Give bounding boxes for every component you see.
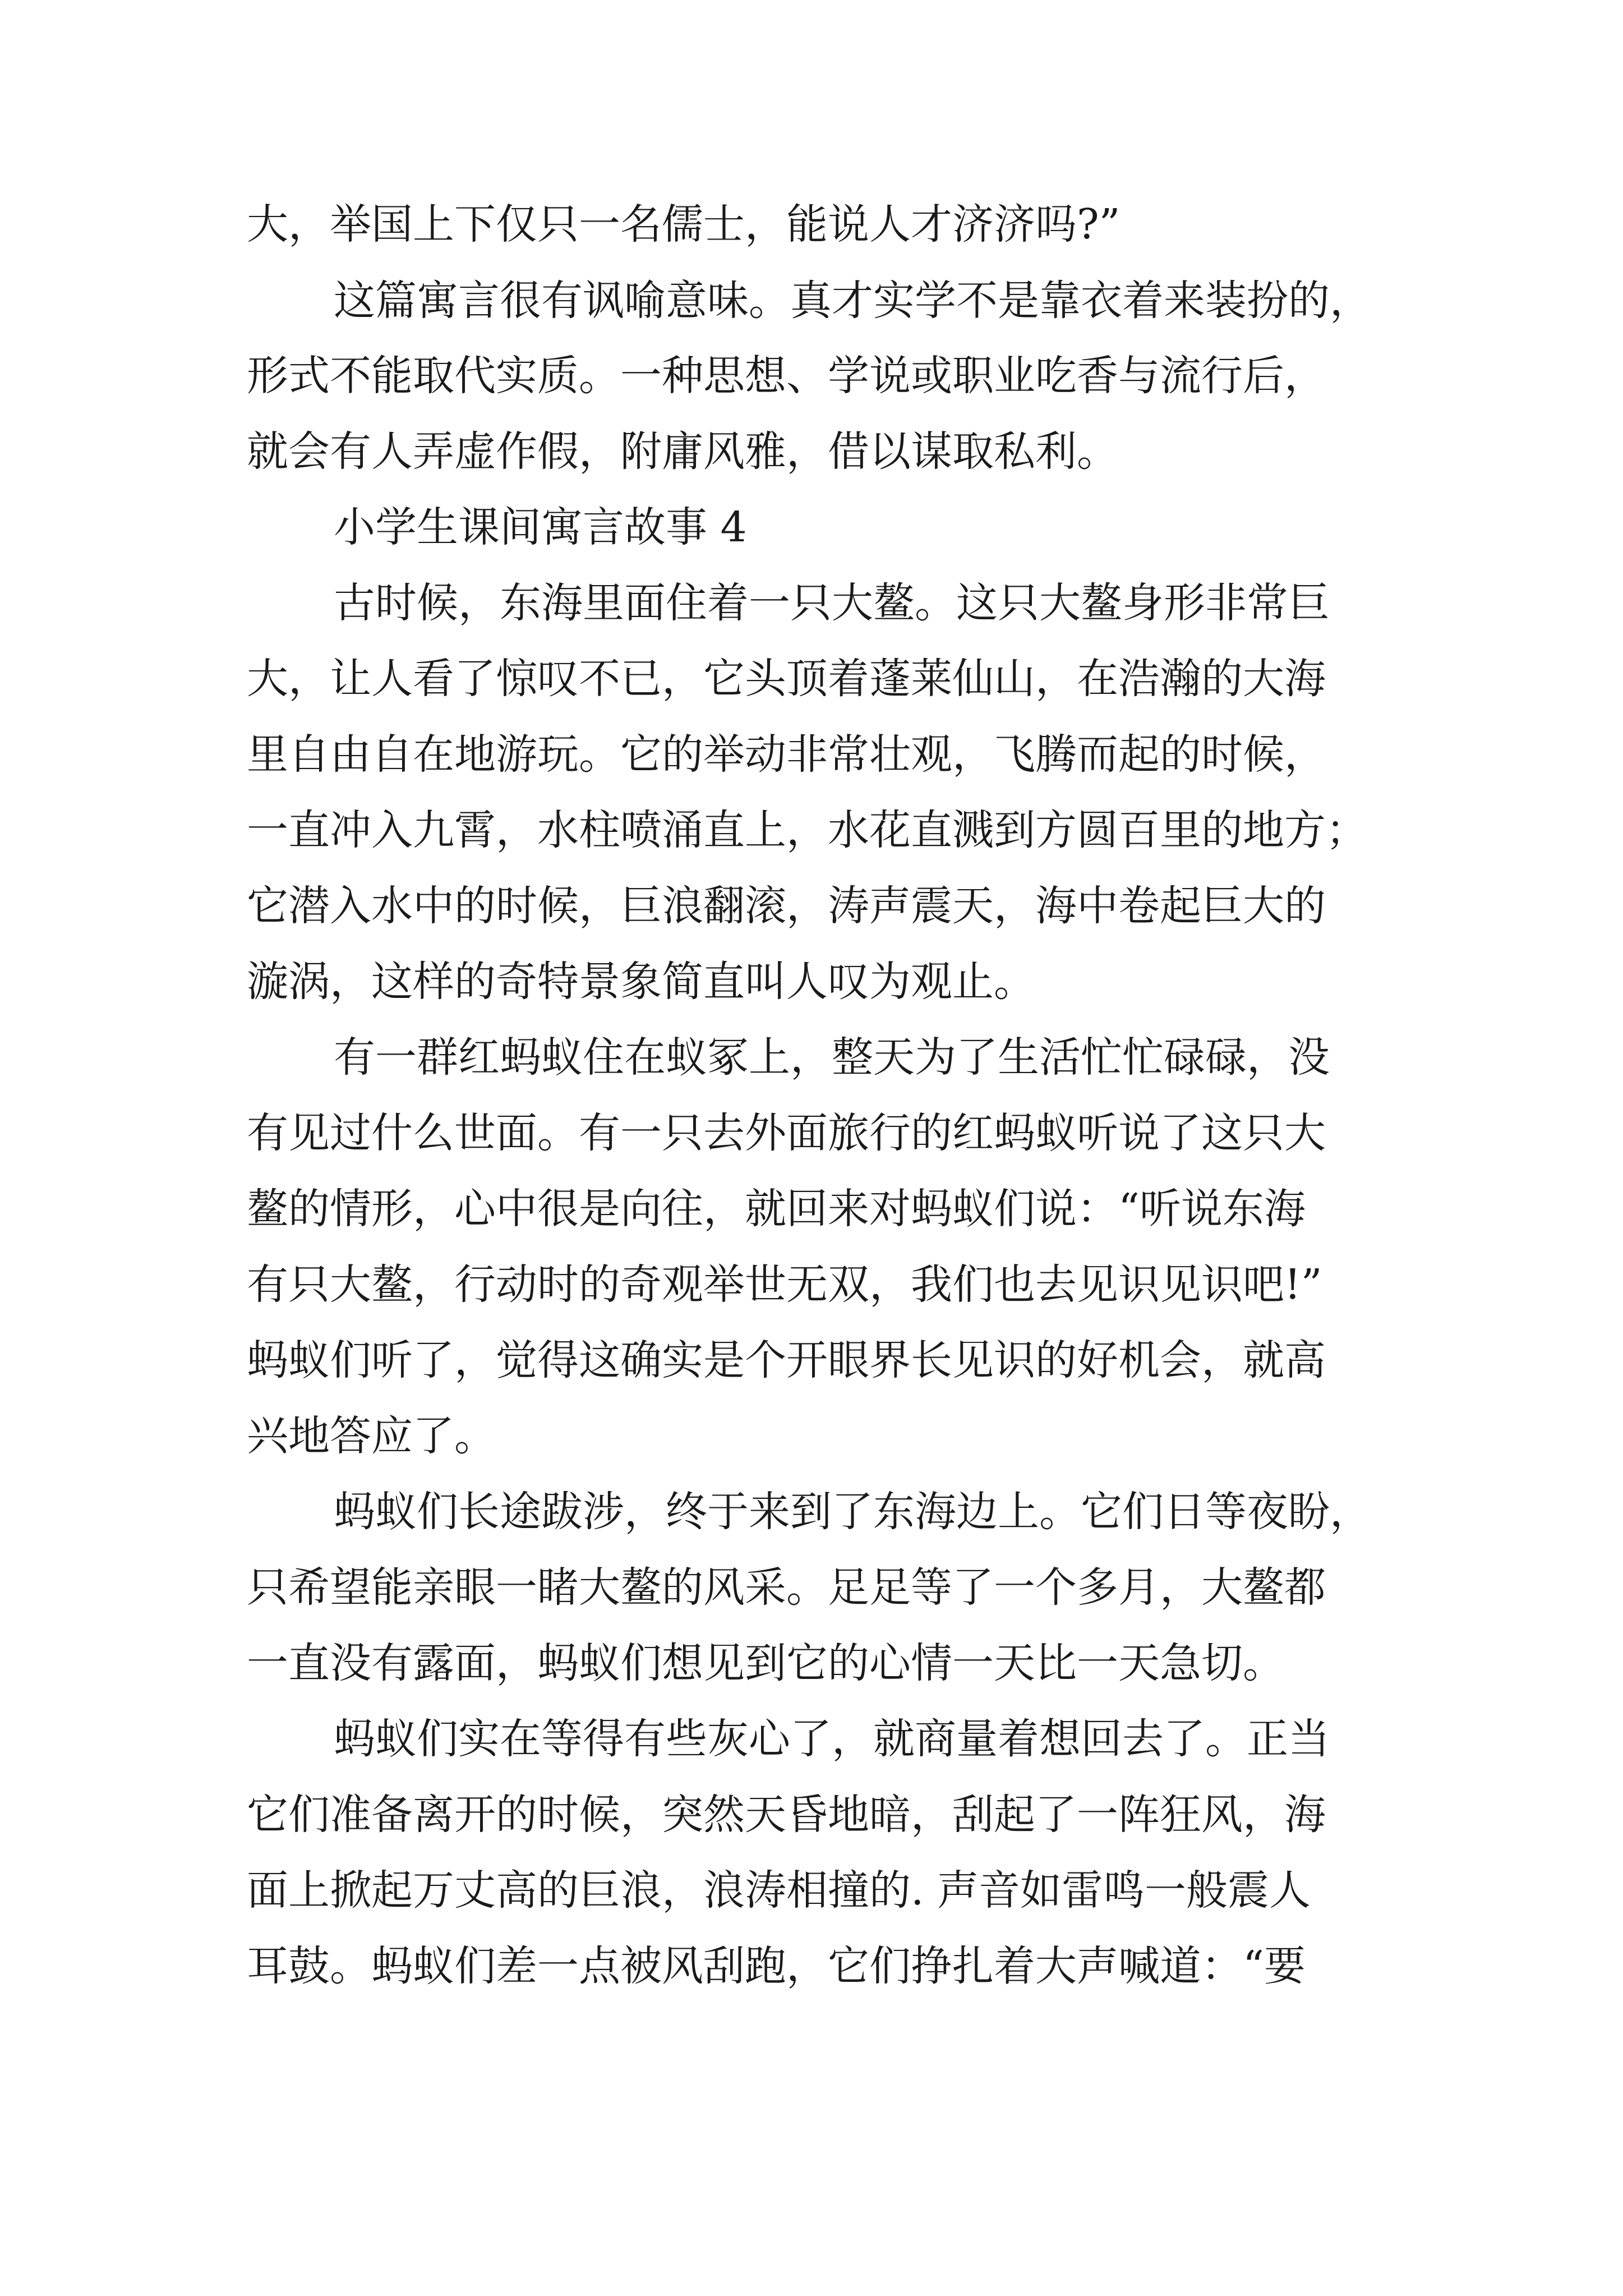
text-line: 蚂蚁们实在等得有些灰心了，就商量着想回去了。正当 — [334, 1715, 1330, 1763]
text-line: 大，举国上下仅只一名儒士，能说人才济济吗?” — [247, 200, 1121, 249]
text-line: 有一群红蚂蚁住在蚁冢上，整天为了生活忙忙碌碌，没 — [334, 1033, 1330, 1082]
text-line: 蚂蚁们听了，觉得这确实是个开眼界长见识的好机会，就高 — [247, 1336, 1326, 1384]
text-line: 一直没有露面，蚂蚁们想见到它的心情一天比一天急切。 — [247, 1639, 1284, 1687]
text-line: 大，让人看了惊叹不已，它头顶着蓬莱仙山，在浩瀚的大海 — [247, 655, 1326, 703]
text-line: 一直冲入九霄，水柱喷涌直上，水花直溅到方圆百里的地方； — [247, 806, 1367, 854]
text-line: 只希望能亲眼一睹大鳌的风采。足足等了一个多月，大鳌都 — [247, 1563, 1326, 1612]
text-line: 它潜入水中的时候，巨浪翻滚，涛声震天，海中卷起巨大的 — [247, 882, 1326, 930]
text-line: 漩涡，这样的奇特景象简直叫人叹为观止。 — [247, 958, 1035, 1006]
text-line: 它们准备离开的时候，突然天昏地暗，刮起了一阵狂风，海 — [247, 1791, 1326, 1839]
text-line: 面上掀起万丈高的巨浪，浪涛相撞的. 声音如雷鸣一般震人 — [247, 1866, 1311, 1915]
text-line: 有只大鳌，行动时的奇观举世无双，我们也去见识见识吧!” — [247, 1260, 1322, 1309]
text-line: 形式不能取代实质。一种思想、学说或职业吃香与流行后， — [247, 352, 1326, 400]
text-line: 耳鼓。蚂蚁们差一点被风刮跑，它们挣扎着大声喊道：“要 — [247, 1942, 1306, 1990]
text-line: 这篇寓言很有讽喻意味。真才实学不是靠衣着来装扮的， — [334, 277, 1371, 325]
text-line: 就会有人弄虚作假，附庸风雅，借以谋取私利。 — [247, 427, 1118, 476]
text-line: 里自由自在地游玩。它的举动非常壮观，飞腾而起的时候， — [247, 730, 1326, 779]
text-line: 古时候，东海里面住着一只大鳌。这只大鳌身形非常巨 — [334, 579, 1330, 627]
section-heading: 小学生课间寓言故事 4 — [334, 503, 747, 551]
text-line: 有见过什么世面。有一只去外面旅行的红蚂蚁听说了这只大 — [247, 1109, 1326, 1157]
text-line: 鳌的情形，心中很是向往，就回来对蚂蚁们说：“听说东海 — [247, 1185, 1306, 1233]
text-line: 蚂蚁们长途跋涉，终于来到了东海边上。它们日等夜盼， — [334, 1488, 1371, 1536]
text-line: 兴地答应了。 — [247, 1412, 496, 1460]
